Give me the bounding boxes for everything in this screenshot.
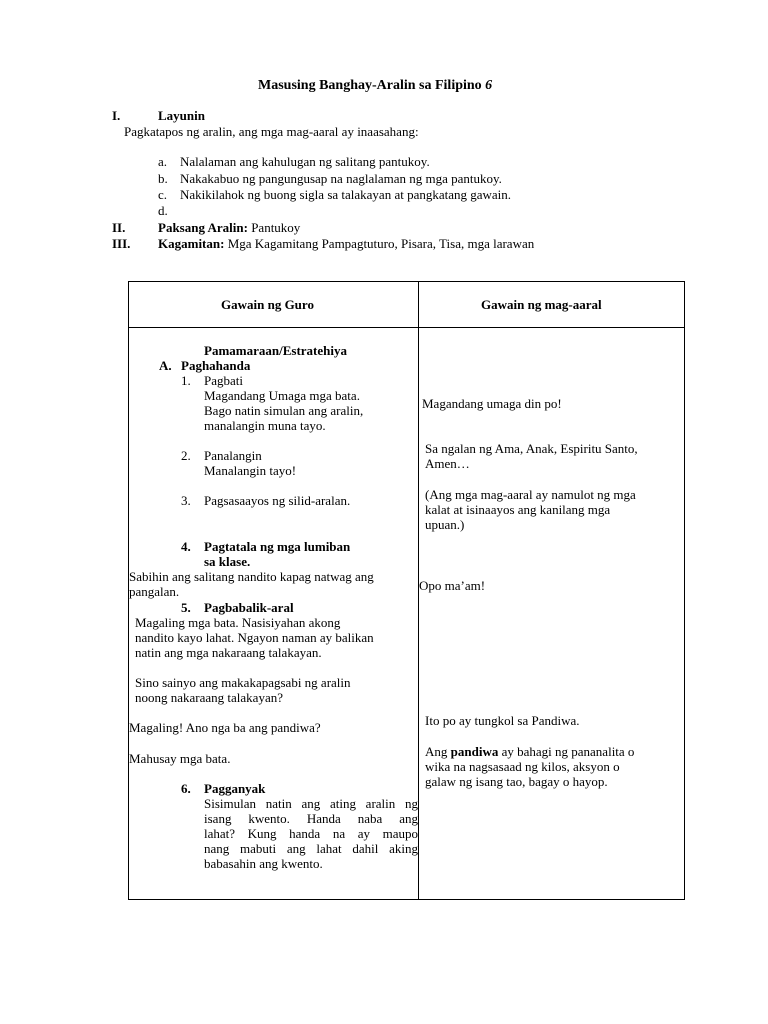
- section-3-value: Mga Kagamitang Pampagtuturo, Pisara, Tisa, mga larawan: [224, 236, 535, 251]
- student-response-3-line-3: upuan.): [425, 517, 465, 532]
- objective-c-text: Nakikilahok ng buong sigla sa talakayan at pangkatang gawain.: [180, 187, 512, 202]
- step-4-number: 4.: [181, 539, 191, 554]
- step-4-title-1: Pagtatala ng mga lumiban: [204, 539, 351, 554]
- step-1-line-3: manalangin muna tayo.: [204, 418, 326, 433]
- header-student: Gawain ng mag-aaral: [481, 297, 602, 312]
- step-2-line-1: Manalangin tayo!: [204, 463, 297, 478]
- step-1-number: 1.: [181, 373, 191, 388]
- section-2-value: Pantukoy: [247, 220, 301, 235]
- step-4-line-1: Sabihin ang salitang nandito kapag natwag ang: [129, 569, 374, 584]
- student-response-6-line-1: [425, 744, 634, 759]
- step-4-line-2: pangalan.: [129, 584, 180, 599]
- section-1-label: Layunin: [158, 108, 205, 123]
- step-5-followup: Magaling! Ano nga ba ang pandiwa?: [129, 720, 321, 735]
- step-6-number: 6.: [181, 781, 191, 796]
- objective-a-letter: a.: [158, 154, 168, 169]
- student-response-3-line-2: kalat at isinaayos ang kanilang mga: [425, 502, 611, 517]
- section-3-number: III.: [112, 236, 131, 251]
- document-title: [258, 78, 492, 93]
- objective-b-text: Nakakabuo ng pangungusap na naglalaman ng mga pantukoy.: [180, 171, 502, 186]
- header-teacher: Gawain ng Guro: [221, 297, 314, 312]
- step-6-line-4: nang mabuti ang lahat dahil aking: [204, 841, 418, 856]
- student-response-6-keyword: pandiwa: [450, 744, 499, 759]
- student-response-3-line-1: (Ang mga mag-aaral ay namulot ng mga: [425, 487, 636, 502]
- step-3-title: Pagsasaayos ng silid-aralan.: [204, 493, 351, 508]
- student-response-6-post: ay bahagi ng pananalita o: [498, 744, 635, 759]
- title-grade: 6: [485, 78, 493, 93]
- step-5-line-2: nandito kayo lahat. Ngayon naman ay balikan: [135, 630, 374, 645]
- step-2-title: Panalangin: [204, 448, 262, 463]
- section-2-line: [158, 220, 300, 235]
- title-main: Masusing Banghay-Aralin sa Filipino: [258, 78, 486, 93]
- step-1-line-2: Bago natin simulan ang aralin,: [204, 403, 364, 418]
- step-6-line-2: isang kwento. Handa naba ang: [204, 811, 418, 826]
- section-2-number: II.: [112, 220, 126, 235]
- student-response-2-line-1: Sa ngalan ng Ama, Anak, Espiritu Santo,: [425, 441, 638, 456]
- step-4-title-2: sa klase.: [204, 554, 251, 569]
- student-response-1: Magandang umaga din po!: [422, 396, 562, 411]
- student-response-6-pre: Ang: [425, 744, 451, 759]
- section-3-label: Kagamitan:: [158, 236, 225, 251]
- step-3-number: 3.: [181, 493, 191, 508]
- student-response-2-line-2: Amen…: [425, 456, 470, 471]
- student-response-6-line-2: wika na nagsasaad ng kilos, aksyon o: [425, 759, 620, 774]
- section-3-line: [158, 236, 534, 251]
- step-6-title: Pagganyak: [204, 781, 266, 796]
- step-2-number: 2.: [181, 448, 191, 463]
- step-6-line-3: lahat? Kung handa na ay maupo: [204, 826, 418, 841]
- step-5-question-1: Sino sainyo ang makakapagsabi ng aralin: [135, 675, 351, 690]
- step-6-line-1: Sisimulan natin ang ating aralin ng: [204, 796, 418, 811]
- student-response-6-line-3: galaw ng isang tao, bagay o hayop.: [425, 774, 608, 789]
- student-response-4: Opo ma’am!: [419, 578, 486, 593]
- objectives-intro: Pagkatapos ng aralin, ang mga mag-aaral ay inaasahang:: [124, 124, 419, 139]
- step-5-praise: Mahusay mga bata.: [129, 751, 231, 766]
- step-5-number: 5.: [181, 600, 191, 615]
- objective-b-letter: b.: [158, 171, 168, 186]
- step-5-line-3: natin ang mga nakaraang talakayan.: [135, 645, 322, 660]
- section-2-label: Paksang Aralin:: [158, 220, 248, 235]
- method-heading: Pamamaraan/Estratehiya: [204, 343, 347, 358]
- student-response-5: Ito po ay tungkol sa Pandiwa.: [425, 713, 580, 728]
- objective-c-letter: c.: [158, 187, 168, 202]
- step-5-title: Pagbabalik-aral: [204, 600, 294, 615]
- objective-d-letter: d.: [158, 203, 168, 218]
- objective-a-text: Nalalaman ang kahulugan ng salitang pantukoy.: [180, 154, 430, 169]
- step-1-line-1: Magandang Umaga mga bata.: [204, 388, 360, 403]
- step-5-line-1: Magaling mga bata. Nasisiyahan akong: [135, 615, 341, 630]
- step-1-title: Pagbati: [204, 373, 243, 388]
- section-1-number: I.: [112, 108, 121, 123]
- step-5-question-2: noong nakaraang talakayan?: [135, 690, 283, 705]
- step-6-line-5: babasahin ang kwento.: [204, 856, 323, 871]
- part-a-label: Paghahanda: [181, 358, 251, 373]
- part-a-letter: A.: [159, 358, 172, 373]
- table-header-divider: [129, 327, 684, 328]
